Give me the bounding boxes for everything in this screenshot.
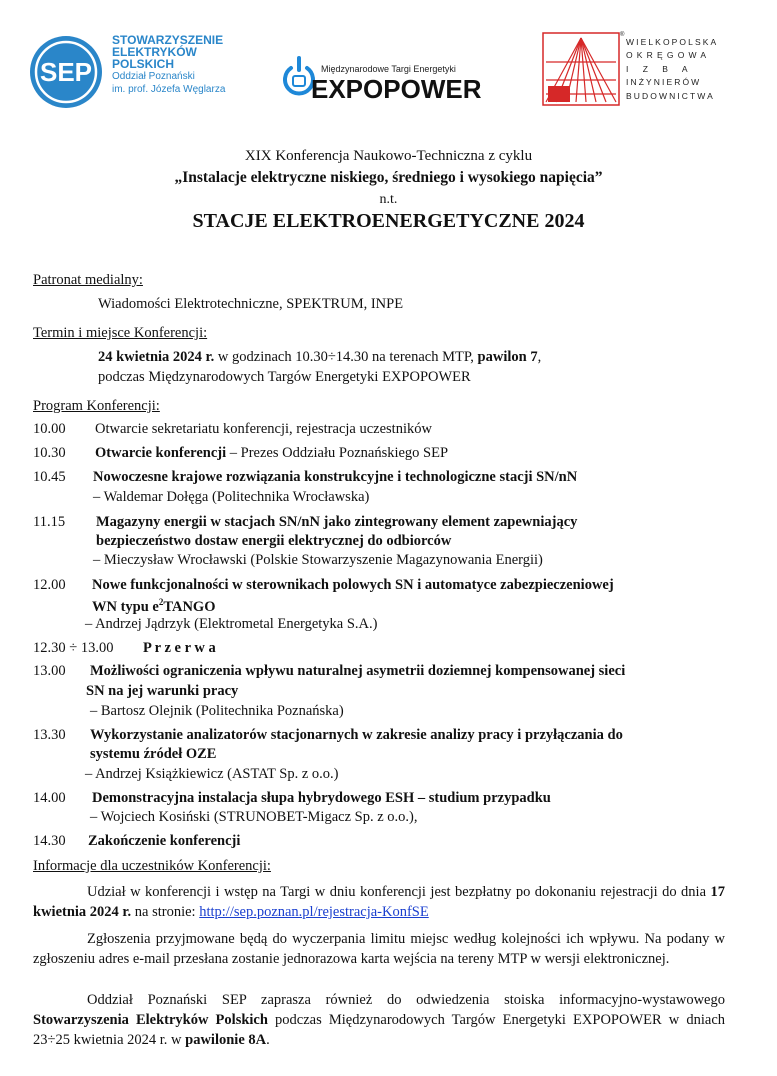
sep-emblem-icon (28, 34, 104, 110)
lecture-title-cont (92, 597, 215, 616)
lecture-title: Nowoczesne krajowe rozwiązania konstrukcyjne i technologiczne stacji SN/nN (93, 469, 578, 485)
program-time: 13.30 (33, 727, 66, 743)
conference-cycle: „Instalacje elektryczne niskiego, średniego i wysokiego napięcia” (174, 169, 603, 186)
program-item-rest: – Prezes Oddziału Poznańskiego SEP (226, 445, 449, 461)
wiib-line1: WIELKOPOLSKA (626, 37, 719, 47)
lecture-speaker: – Mieczysław Wrocławski (Polskie Stowarzyszenie Magazynowania Energii) (93, 552, 543, 568)
sep-name-line1: STOWARZYSZENIE (112, 33, 224, 47)
lecture-title: Wykorzystanie analizatorów stacjonarnych w zakresie analizy pracy i przyłączania do (90, 727, 623, 743)
info-paragraph-limit: Zgłoszenia przyjmowane będą do wyczerpania limitu miejsc według kolejności ich wpływu. Na podany w zgłoszeniu adres e-mail przesłana zostanie jednorazowa karta wejścia na tereny MTP w wersji elektronicznej. (33, 931, 725, 967)
lecture-title-cont: systemu źródeł OZE (90, 746, 217, 762)
program-time: 10.30 (33, 445, 66, 461)
info-paragraph-registration (33, 882, 725, 922)
expopower-name: EXPOPOWER (311, 74, 482, 104)
info-p3-end: . (266, 1032, 270, 1048)
wiib-line5: BUDOWNICTWA (626, 90, 715, 101)
sep-name-line2: ELEKTRYKÓW (112, 45, 197, 59)
lecture-speaker: – Waldemar Dołęga (Politechnika Wrocławska) (93, 489, 370, 505)
program-time: 14.00 (33, 790, 66, 806)
termin-mid: w godzinach 10.30÷14.30 na terenach MTP, (214, 349, 478, 365)
lecture-title-part: TANGO (163, 598, 216, 615)
lecture-title: Możliwości ograniczenia wpływu naturalnej asymetrii doziemnej kompensowanej sieci (90, 663, 626, 679)
lecture-title-cont: bezpieczeństwo dostaw energii elektrycznej do odbiorców (96, 533, 452, 549)
info-p1-date: 17 kwietnia 2024 r. (33, 884, 725, 920)
lecture-title-cont: SN na jej warunki pracy (86, 683, 239, 699)
sep-name-line3: POLSKICH (112, 57, 175, 71)
termin-date: 24 kwietnia 2024 r. (98, 349, 215, 365)
sep-logo (28, 30, 228, 110)
lecture-speaker: – Andrzej Książkiewicz (ASTAT Sp. z o.o.) (85, 766, 339, 782)
lecture-speaker: – Wojciech Kosiński (STRUNOBET-Migacz Sp. z o.o.), (90, 809, 418, 825)
info-p1-text: Udział w konferencji i wstęp na Targi w dniu konferencji jest bezpłatny po dokonaniu rejestracji do dnia (87, 884, 711, 900)
info-p3-text2: podczas Międzynarodowych Targów Energetyki EXPOPOWER w dniach 23÷25 kwietnia 2024 r. w (33, 1012, 726, 1048)
info-paragraph-stand (33, 990, 725, 1050)
wiib-name (626, 36, 718, 103)
sep-branch: Oddział Poznański (112, 71, 195, 82)
program-closing: Zakończenie konferencji (88, 833, 241, 849)
program-heading: Program Konferencji: (33, 398, 160, 414)
program-time: 14.30 (33, 833, 66, 849)
conference-nt: n.t. (379, 192, 398, 207)
wiib-logo (542, 32, 762, 112)
program-time: 10.45 (33, 469, 66, 485)
wiib-line4: INŻYNIERÓW (626, 77, 702, 88)
info-p1-text2: na stronie: (131, 904, 200, 920)
info-p3-org: Stowarzyszenia Elektryków Polskich (33, 1012, 268, 1028)
break-label: P r z e r w a (143, 640, 216, 656)
sep-initials: SEP (39, 57, 93, 87)
wiib-line3: I Z B A (626, 63, 694, 74)
termin-line2: podczas Międzynarodowych Targów Energetyki EXPOPOWER (98, 369, 471, 385)
info-p3-text: Oddział Poznański SEP zaprasza również do odwiedzenia stoiska informacyjno-wystawowego (87, 992, 725, 1008)
termin-line1 (98, 349, 541, 366)
patronat-heading: Patronat medialny: (33, 272, 143, 288)
sep-name (112, 34, 262, 96)
wiib-line2: OKRĘGOWA (626, 50, 711, 61)
lecture-title-sup: 2 (158, 597, 164, 607)
lecture-title-part: WN typu e (92, 598, 159, 615)
program-time: 12.30 ÷ 13.00 (33, 640, 114, 656)
termin-end: , (537, 349, 542, 365)
program-time: 10.00 (33, 421, 66, 437)
program-item-text: Otwarcie sekretariatu konferencji, rejestracja uczestników (95, 421, 432, 437)
registration-link[interactable]: http://sep.poznan.pl/rejestracja-KonfSE (199, 904, 429, 920)
info-heading: Informacje dla uczestników Konferencji: (33, 858, 271, 874)
lecture-speaker: – Andrzej Jądrzyk (Elektrometal Energetyka S.A.) (85, 616, 378, 632)
sep-patron: im. prof. Józefa Węglarza (112, 84, 226, 95)
expopower-subtitle: Międzynarodowe Targi Energetyki (321, 64, 456, 74)
lecture-title: Demonstracyjna instalacja słupa hybrydowego ESH – studium przypadku (92, 790, 551, 806)
registered-mark: ® (620, 32, 625, 38)
page-title: STACJE ELEKTROENERGETYCZNE 2024 (192, 210, 585, 232)
lecture-title: Nowe funkcjonalności w sterownikach polowych SN i automatyce zabezpieczeniowej (92, 577, 614, 593)
logo-bar (0, 26, 777, 116)
conference-series: XIX Konferencja Naukowo-Techniczna z cyklu (244, 148, 533, 164)
termin-heading: Termin i miejsce Konferencji: (33, 325, 208, 341)
patronat-text: Wiadomości Elektrotechniczne, SPEKTRUM, INPE (98, 296, 404, 312)
program-time: 13.00 (33, 663, 66, 679)
program-time: 12.00 (33, 577, 66, 593)
program-item-text (95, 445, 448, 462)
expopower-logo (283, 52, 483, 108)
program-item-bold: Otwarcie konferencji (95, 445, 227, 461)
wiib-emblem-icon (542, 32, 620, 106)
lecture-title: Magazyny energii w stacjach SN/nN jako zintegrowany element zapewniający (96, 514, 578, 530)
lecture-speaker: – Bartosz Olejnik (Politechnika Poznańska) (90, 703, 344, 719)
info-p3-pavilion: pawilonie 8A (185, 1032, 267, 1048)
program-time: 11.15 (33, 514, 66, 530)
termin-pavilion: pawilon 7 (477, 349, 538, 365)
